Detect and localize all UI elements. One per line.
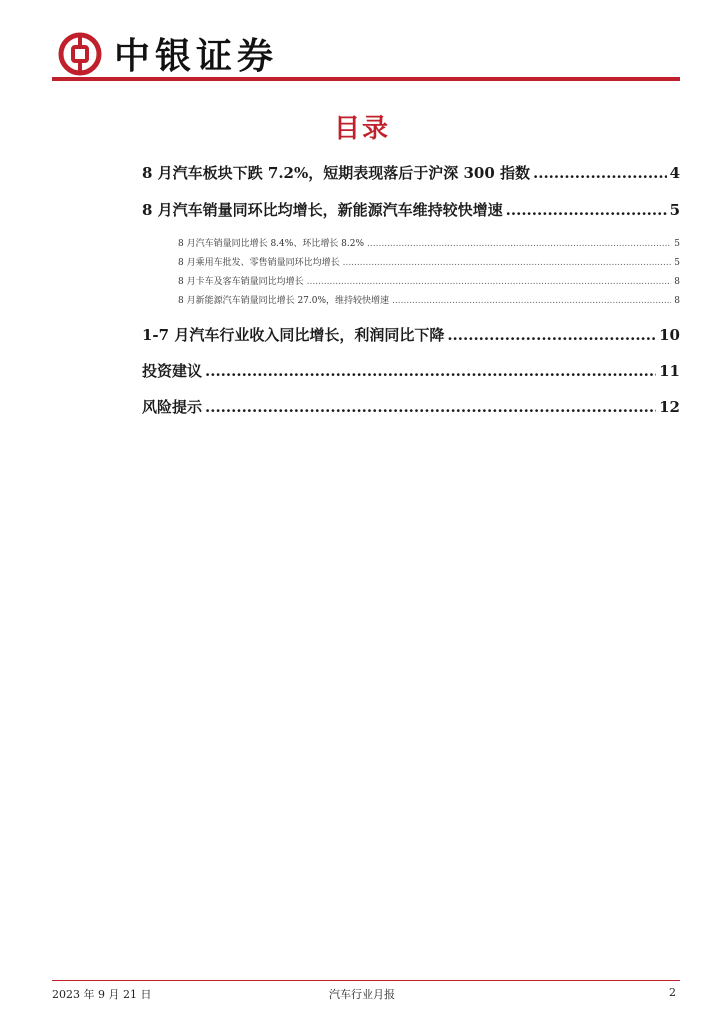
footer-divider bbox=[52, 980, 680, 981]
toc-subentry[interactable] bbox=[178, 293, 680, 306]
toc-entry-page: 5 bbox=[674, 258, 680, 268]
toc-entry-page: 8 bbox=[674, 277, 680, 287]
toc-entry-title: 风险提示 bbox=[142, 398, 203, 416]
toc-entry-page: 5 bbox=[669, 201, 680, 219]
toc-entry-page: 11 bbox=[659, 362, 680, 380]
toc-entry[interactable] bbox=[142, 162, 680, 183]
toc-leader-dots bbox=[533, 164, 667, 182]
toc-entry[interactable] bbox=[142, 324, 680, 345]
toc-subentry[interactable] bbox=[178, 255, 680, 268]
toc-leader-dots bbox=[307, 277, 672, 287]
toc-leader-dots bbox=[367, 239, 671, 249]
toc-entry-title: 8 月乘用车批发、零售销量同环比均增长 bbox=[178, 258, 340, 268]
page-header bbox=[52, 24, 680, 84]
toc-entry-title: 8 月汽车板块下跌 7.2%，短期表现落后于沪深 300 指数 bbox=[142, 164, 530, 182]
toc-entry-page: 8 bbox=[674, 296, 680, 306]
toc-leader-dots bbox=[392, 296, 671, 306]
toc-entry-page: 10 bbox=[659, 326, 680, 344]
toc-entry[interactable] bbox=[142, 360, 680, 381]
footer-report-type: 汽车行业月报 bbox=[329, 988, 395, 1001]
footer-page-number: 2 bbox=[669, 986, 676, 999]
toc-entry[interactable] bbox=[142, 199, 680, 220]
header-divider bbox=[52, 77, 680, 81]
toc-subentry[interactable] bbox=[178, 236, 680, 249]
toc-entry-title: 8 月卡车及客车销量同比均增长 bbox=[178, 277, 304, 287]
toc-entry-title: 投资建议 bbox=[142, 362, 203, 380]
toc-entry-title: 1-7 月汽车行业收入同比增长，利润同比下降 bbox=[142, 326, 445, 344]
boc-logo-icon bbox=[58, 32, 102, 76]
toc-leader-dots bbox=[205, 362, 656, 380]
toc-subentry[interactable] bbox=[178, 274, 680, 287]
toc-entry-page: 12 bbox=[659, 398, 680, 416]
toc-entry-page: 4 bbox=[669, 164, 680, 182]
toc-entry-title: 8 月新能源汽车销量同比增长 27.0%，维持较快增速 bbox=[178, 296, 390, 306]
toc-entry-title: 8 月汽车销量同环比均增长，新能源汽车维持较快增速 bbox=[142, 201, 503, 219]
toc-entry-page: 5 bbox=[674, 239, 680, 249]
footer-date: 2023 年 9 月 21 日 bbox=[52, 988, 152, 1001]
toc-leader-dots bbox=[506, 201, 667, 219]
toc-leader-dots bbox=[447, 326, 656, 344]
brand-name: 中银证券 bbox=[114, 36, 279, 77]
toc-entry[interactable] bbox=[142, 396, 680, 417]
toc-heading: 目录 bbox=[333, 114, 390, 144]
toc-leader-dots bbox=[205, 398, 656, 416]
toc-leader-dots bbox=[343, 258, 672, 268]
toc-entry-title: 8 月汽车销量同比增长 8.4%、环比增长 8.2% bbox=[178, 239, 365, 249]
